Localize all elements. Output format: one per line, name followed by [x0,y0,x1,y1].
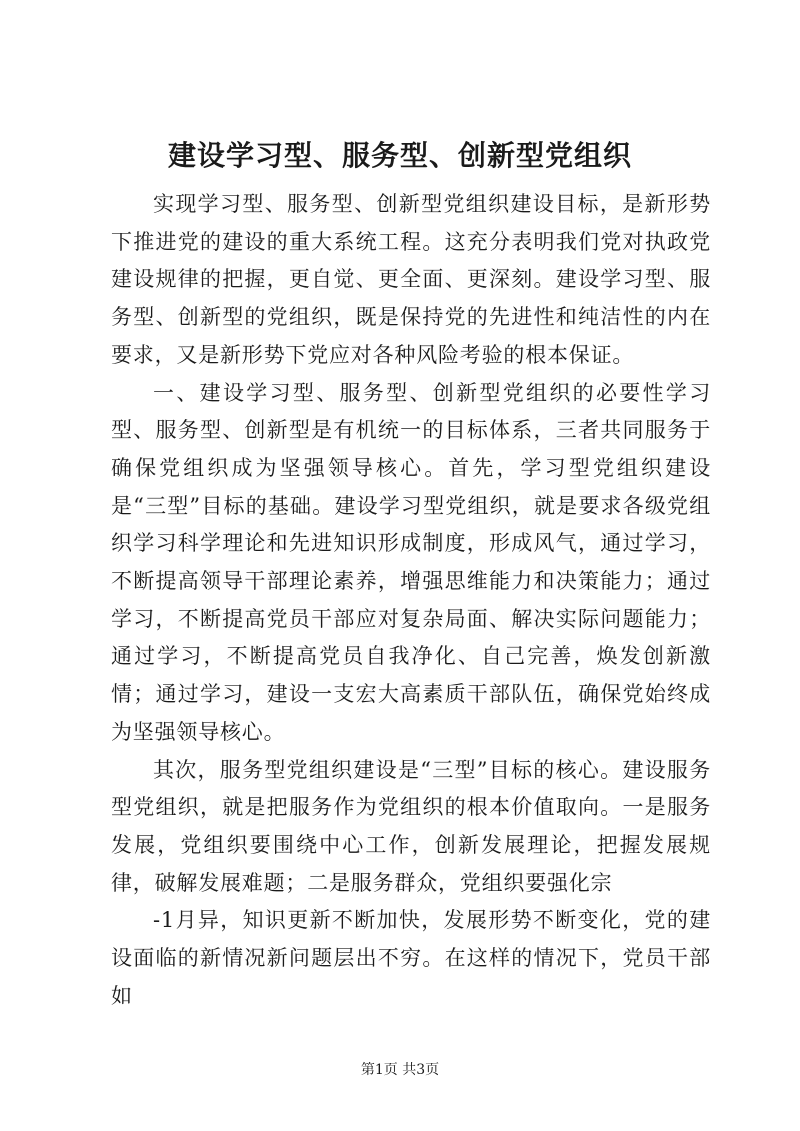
paragraph-4: -1月异，知识更新不断加快，发展形势不断变化，党的建设面临的新情况新问题层出不穷。在这样的情况下，党员干部如 [111,908,711,1008]
paragraph-1: 实现学习型、服务型、创新型党组织建设目标，是新形势下推进党的建设的重大系统工程。这充分表明我们党对执政党建设规律的把握，更自觉、更全面、更深刻。建设学习型、服务型、创新型的党组织，既是保持党的先进性和纯洁性的内在要求，又是新形势下党应对各种风险考验的根本保证。 [111,192,711,367]
paragraph-2: 一、建设学习型、服务型、创新型党组织的必要性学习型、服务型、创新型是有机统一的目标体系，三者共同服务于确保党组织成为坚强领导核心。首先，学习型党组织建设是“三型”目标的基础。建设学习型党组织，就是要求各级党组织学习科学理论和先进知识形成制度，形成风气，通过学习，不断提高领导干部理论素养，增强思维能力和决策能力；通过学习，不断提高党员干部应对复杂局面、解决实际问题能力；通过学习，不断提高党员自我净化、自己完善，焕发创新激情；通过学习，建设一支宏大高素质干部队伍，确保党始终成为坚强领导核心。 [111,380,711,744]
page-footer: 第1页 共3页 [360,1062,440,1078]
document-body [111,186,711,1015]
paragraph-3: 其次，服务型党组织建设是“三型”目标的核心。建设服务型党组织，就是把服务作为党组织的根本价值取向。一是服务发展，党组织要围绕中心工作，创新发展理论，把握发展规律，破解发展难题；二是服务群众，党组织要强化宗 [111,757,711,895]
document-title: 建设学习型、服务型、创新型党组织 [167,139,632,172]
